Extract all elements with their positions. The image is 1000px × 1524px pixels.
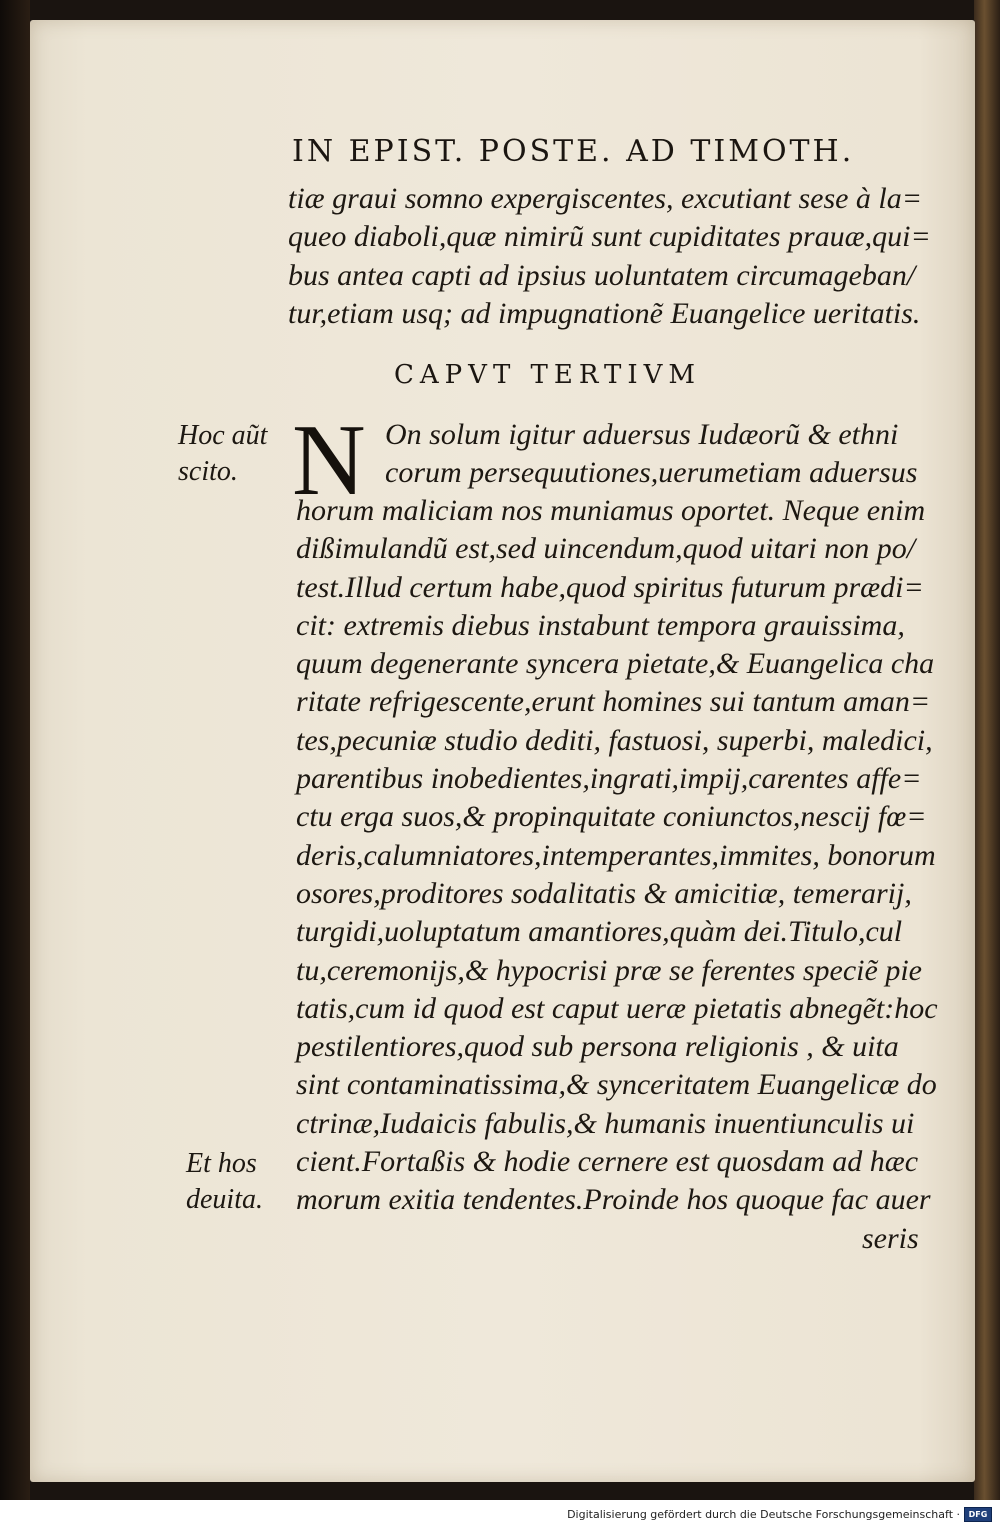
dfg-logo: DFG <box>964 1507 992 1522</box>
text-line: ritate refrigescente,erunt homines sui tantum aman= <box>296 685 931 719</box>
text-line: parentibus inobedientes,ingrati,impij,carentes affe= <box>296 762 922 796</box>
margin-note-line: scito. <box>178 456 238 487</box>
text-line: tu,ceremonijs,& hypocrisi præ se ferentes speciẽ pie <box>296 953 922 987</box>
text-line: turgidi,uoluptatum amantiores,quàm dei.Titulo,cul <box>296 915 903 949</box>
text-line: ctu erga suos,& propinquitate coniunctos,nescij fœ= <box>296 800 927 834</box>
text-line: tes,pecuniæ studio dediti, fastuosi, superbi, maledici, <box>296 723 933 757</box>
margin-note-hoc-aut-scito <box>178 418 267 490</box>
chapter-title: CAPVT TERTIVM <box>394 360 701 390</box>
body-first-lines <box>385 416 918 493</box>
text-line: tur,etiam usq; ad impugnationẽ Euangelice ueritatis. <box>288 296 921 330</box>
text-line: quum degenerante syncera pietate,& Euangelica cha <box>296 647 935 681</box>
binding-shadow <box>0 0 30 1500</box>
margin-note-line: deuita. <box>186 1184 263 1215</box>
footer-bar <box>0 1502 1000 1524</box>
top-text-block <box>288 180 931 333</box>
running-head: IN EPIST. POSTE. AD TIMOTH. <box>292 134 855 169</box>
text-line: cit: extremis diebus instabunt tempora grauissima, <box>296 608 905 642</box>
text-line: dißimulandũ est,sed uincendum,quod uitari non po/ <box>296 532 916 566</box>
catchword: seris <box>862 1222 919 1255</box>
funding-credit: Digitalisierung gefördert durch die Deutsche Forschungsgemeinschaft · <box>567 1508 960 1521</box>
margin-note-line: Et hos <box>186 1148 257 1179</box>
text-line: On solum igitur aduersus Iudæorũ & ethni <box>385 418 899 451</box>
text-line: osores,proditores sodalitatis & amicitiæ, temerarij, <box>296 876 912 910</box>
margin-note-et-hos-deuita <box>186 1146 263 1218</box>
text-line: tatis,cum id quod est caput ueræ pietatis abnegẽt:hoc <box>296 991 938 1025</box>
margin-note-line: Hoc aũt <box>178 420 268 451</box>
text-line: pestilentiores,quod sub persona religionis , & uita <box>296 1030 899 1064</box>
text-line: bus antea capti ad ipsius uoluntatem circumageban/ <box>288 258 916 292</box>
text-line: sint contaminatissima,& synceritatem Euangelicæ do <box>296 1068 937 1102</box>
drop-initial: N <box>292 404 366 517</box>
text-line: horum maliciam nos muniamus oportet. Neque enim <box>296 494 926 527</box>
text-line: tiæ graui somno expergiscentes, excutiant sese à la= <box>288 182 923 215</box>
text-line: test.Illud certum habe,quod spiritus futurum prædi= <box>296 570 924 604</box>
text-line: morum exitia tendentes.Proinde hos quoque fac auer <box>296 1183 931 1217</box>
text-line: cient.Fortaßis & hodie cernere est quosdam ad hæc <box>296 1145 919 1179</box>
text-line: corum persequutiones,uerumetiam aduersus <box>385 456 918 490</box>
text-line: deris,calumniatores,intemperantes,immites, bonorum <box>296 838 936 872</box>
page-edge <box>974 0 1000 1500</box>
body-text <box>296 492 938 1220</box>
text-line: queo diaboli,quæ nimirũ sunt cupiditates prauæ,qui= <box>288 220 931 254</box>
text-line: ctrinæ,Iudaicis fabulis,& humanis inuentiunculis ui <box>296 1106 915 1140</box>
